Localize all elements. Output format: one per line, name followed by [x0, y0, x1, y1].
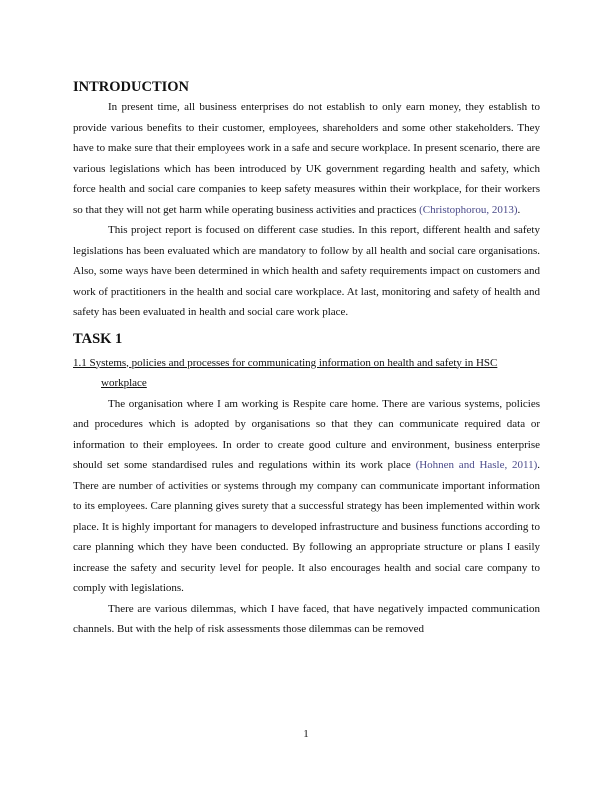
page-number: 1	[303, 728, 309, 740]
task1-paragraph-2: There are various dilemmas, which I have faced, that have negatively impacted communication channels. But with the help of risk assessments those dilemmas can be removed	[73, 602, 540, 635]
document-page	[73, 78, 540, 640]
task1-paragraph-1	[73, 394, 540, 599]
introduction-paragraph-2: This project report is focused on different case studies. In this report, different health and safety legislations has been evaluated which are mandatory to follow by all health and social care organisations. Also, some ways have been determined in which health and safety requirements impact on customers and work of practitioners in the health and social care workplace. At last, monitoring and safety of health and safety has been evaluated in health and social care work place.	[73, 224, 540, 318]
citation-christophorou: (Christophorou, 2013)	[419, 203, 518, 216]
citation-hohnen-hasle: (Hohnen and Hasle, 2011)	[415, 459, 538, 471]
intro-p1-end: .	[517, 203, 521, 216]
introduction-heading: INTRODUCTION	[73, 79, 190, 95]
introduction-paragraph-1	[73, 97, 540, 220]
task1-subheading: 1.1 Systems, policies and processes for communicating information on health and safety in HSC workplace	[73, 356, 498, 389]
task1-p1-text: The organisation where I am working is Respite care home. There are various systems, policies and procedures which is adopted by organisations so that they can communicate required data or information to their employees. In order to create good culture and environment, business enterprise should set some standardised rules and regulations within its work place	[73, 397, 540, 471]
task1-p1-end: . There are number of activities or systems through my company can communicate important information to its employees. Care planning gives surety that a successful strategy has been implemented within work place. It is highly important for managers to developed infrastructure and business functions according to care planning which they have been conducted. By following an appropriate structure or plans I easily increase the safety and security level for people. It also encourages health and social care company to comply with legislations.	[73, 459, 541, 594]
task1-heading: TASK 1	[73, 330, 123, 347]
intro-p1-text: In present time, all business enterprises do not establish to only earn money, they establish to provide various benefits to their customer, employees, shareholders and some other stakeholders. They have to make sure that their employees work in a safe and secure workplace. In present scenario, there are various legislations which has been introduced by UK government regarding health and safety, which force health and social care companies to keep safety measures within their workplace, for their workers so that they will not get harm while operating business activities and practices	[73, 101, 540, 216]
